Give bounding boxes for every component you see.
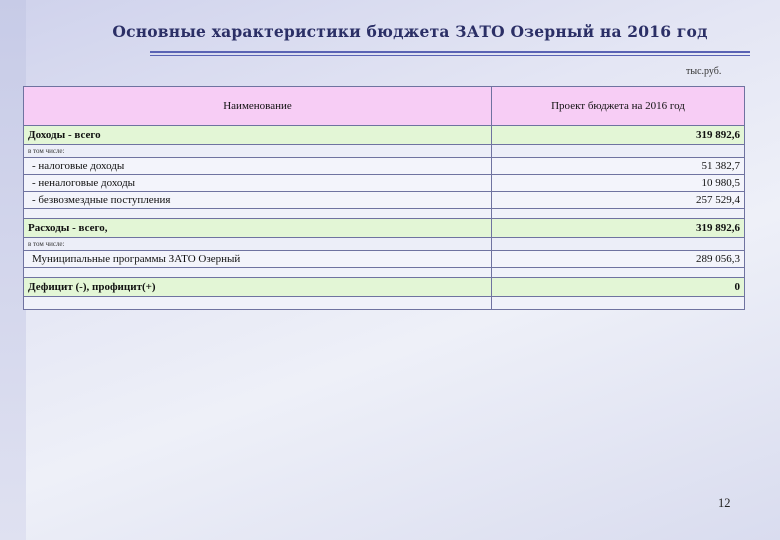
table-row [24, 251, 745, 268]
page-number: 12 [718, 496, 731, 510]
income-note-empty [492, 145, 745, 158]
table-row [24, 158, 745, 175]
table-row [24, 192, 745, 209]
income-item-label: - неналоговые доходы [24, 175, 492, 192]
income-total-label: Доходы - всего [24, 126, 492, 145]
income-item-value: 51 382,7 [492, 158, 745, 175]
income-note-row [24, 145, 745, 158]
income-note-label: в том числе: [24, 145, 492, 158]
income-total-row [24, 126, 745, 145]
spacer-cell [24, 268, 492, 278]
income-item-value: 257 529,4 [492, 192, 745, 209]
deficit-label: Дефицит (-), профицит(+) [24, 278, 492, 297]
expense-note-empty [492, 238, 745, 251]
spacer-row [24, 297, 745, 310]
title-divider-thin [150, 55, 750, 56]
page-title: Основные характеристики бюджета ЗАТО Озерный на 2016 год [112, 22, 708, 41]
deficit-row [24, 278, 745, 297]
expense-total-value: 319 892,6 [492, 219, 745, 238]
expense-item-value: 289 056,3 [492, 251, 745, 268]
spacer-row [24, 268, 745, 278]
unit-label: тыс.руб. [686, 66, 722, 77]
spacer-row [24, 209, 745, 219]
expense-total-label: Расходы - всего, [24, 219, 492, 238]
header-name: Наименование [24, 87, 492, 126]
budget-table [23, 86, 745, 310]
spacer-cell [492, 297, 745, 310]
table-row [24, 175, 745, 192]
income-item-label: - налоговые доходы [24, 158, 492, 175]
spacer-cell [24, 297, 492, 310]
income-item-value: 10 980,5 [492, 175, 745, 192]
expense-total-row [24, 219, 745, 238]
deficit-value: 0 [492, 278, 745, 297]
spacer-cell [24, 209, 492, 219]
expense-note-row [24, 238, 745, 251]
spacer-cell [492, 268, 745, 278]
expense-note-label: в том числе: [24, 238, 492, 251]
income-total-value: 319 892,6 [492, 126, 745, 145]
header-budget: Проект бюджета на 2016 год [492, 87, 745, 126]
spacer-cell [492, 209, 745, 219]
title-divider [150, 51, 750, 53]
income-item-label: - безвозмездные поступления [24, 192, 492, 209]
expense-item-label: Муниципальные программы ЗАТО Озерный [24, 251, 492, 268]
table-header-row [24, 87, 745, 126]
